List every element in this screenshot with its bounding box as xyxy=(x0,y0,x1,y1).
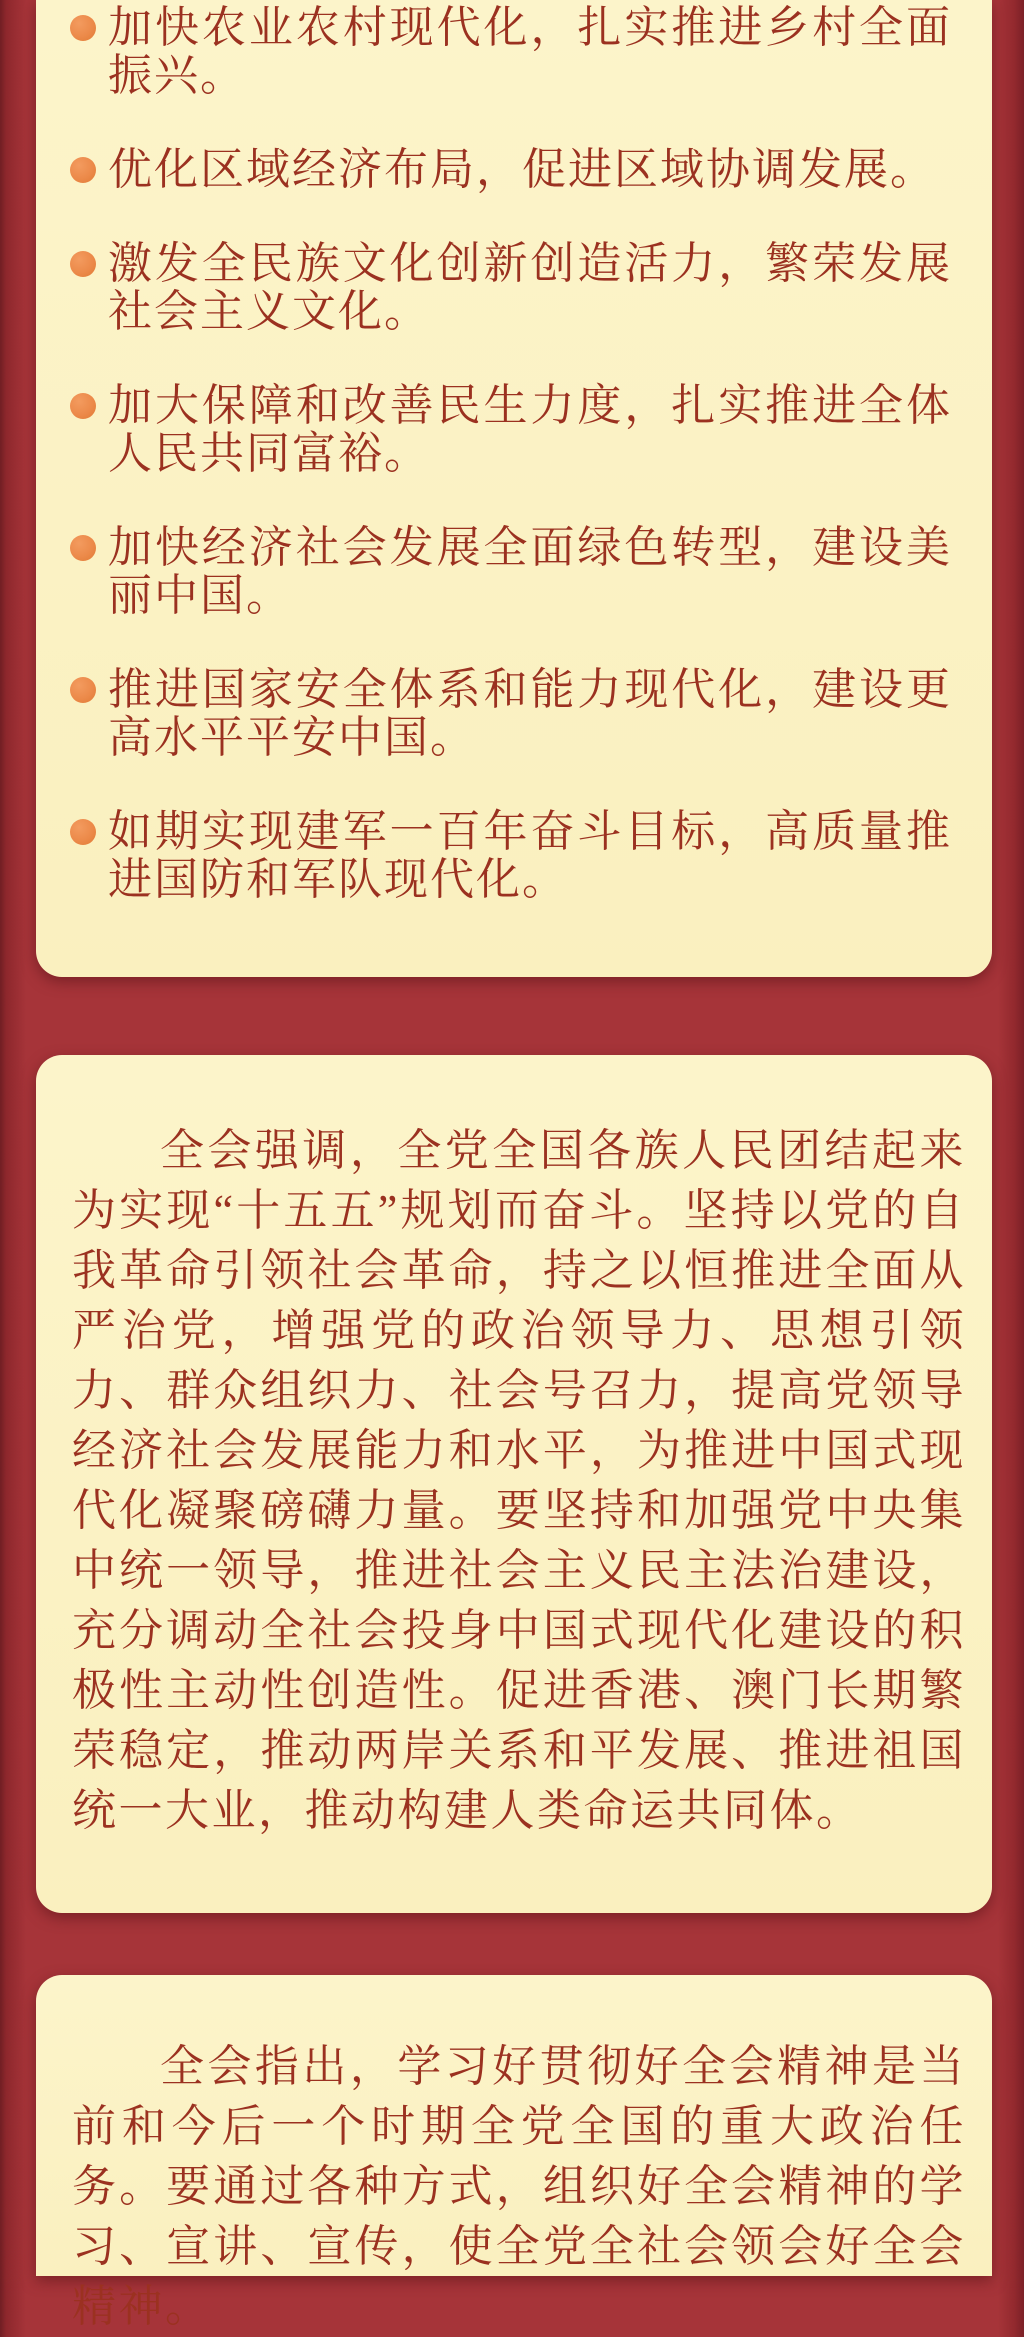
bullet-icon xyxy=(70,393,96,419)
list-item xyxy=(70,240,952,336)
bullet-icon xyxy=(70,677,96,703)
list-item-text: 如期实现建军一百年奋斗目标，高质量推进国防和军队现代化。 xyxy=(108,807,952,904)
list-item xyxy=(70,382,952,478)
card-2-paragraph xyxy=(36,1055,992,1913)
bullet-icon xyxy=(70,535,96,561)
list-item xyxy=(70,146,952,194)
list-item-text: 激发全民族文化创新创造活力，繁荣发展社会主义文化。 xyxy=(108,239,952,336)
bullet-icon xyxy=(70,157,96,183)
list-item-text: 加快农业农村现代化，扎实推进乡村全面振兴。 xyxy=(108,3,952,100)
bullet-icon xyxy=(70,251,96,277)
list-item xyxy=(70,808,952,904)
bullet-icon xyxy=(70,15,96,41)
list-item-text: 优化区域经济布局，促进区域协调发展。 xyxy=(108,145,936,194)
list-item-text: 加大保障和改善民生力度，扎实推进全体人民共同富裕。 xyxy=(108,381,952,478)
list-item-text: 推进国家安全体系和能力现代化，建设更高水平平安中国。 xyxy=(108,665,952,762)
card-3-paragraph xyxy=(36,1975,992,2331)
list-item xyxy=(70,666,952,762)
list-item xyxy=(70,4,952,100)
plenum-emphasis-paragraph: 全会强调，全党全国各族人民团结起来为实现“十五五”规划而奋斗。坚持以党的自我革命引领社会革命，持之以恒推进全面从严治党，增强党的政治领导力、思想引领力、群众组织力、社会号召力，提高党领导经济社会发展能力和水平，为推进中国式现代化凝聚磅礴力量。要坚持和加强党中央集中统一领导，推进社会主义民主法治建设，充分调动全社会投身中国式现代化建设的积极性主动性创造性。促进香港、澳门长期繁荣稳定，推动两岸关系和平发展、推进祖国统一大业，推动构建人类命运共同体。 xyxy=(72,1126,966,1835)
card-1-bullet-list xyxy=(36,0,992,977)
list-item xyxy=(70,524,952,620)
bullet-icon xyxy=(70,819,96,845)
list-item-text: 加快经济社会发展全面绿色转型，建设美丽中国。 xyxy=(108,523,952,620)
plenum-study-paragraph: 全会指出，学习好贯彻好全会精神是当前和今后一个时期全党全国的重大政治任务。要通过各种方式，组织好全会精神的学习、宣讲、宣传，使全党全社会领会好全会精神。 xyxy=(72,2042,966,2331)
